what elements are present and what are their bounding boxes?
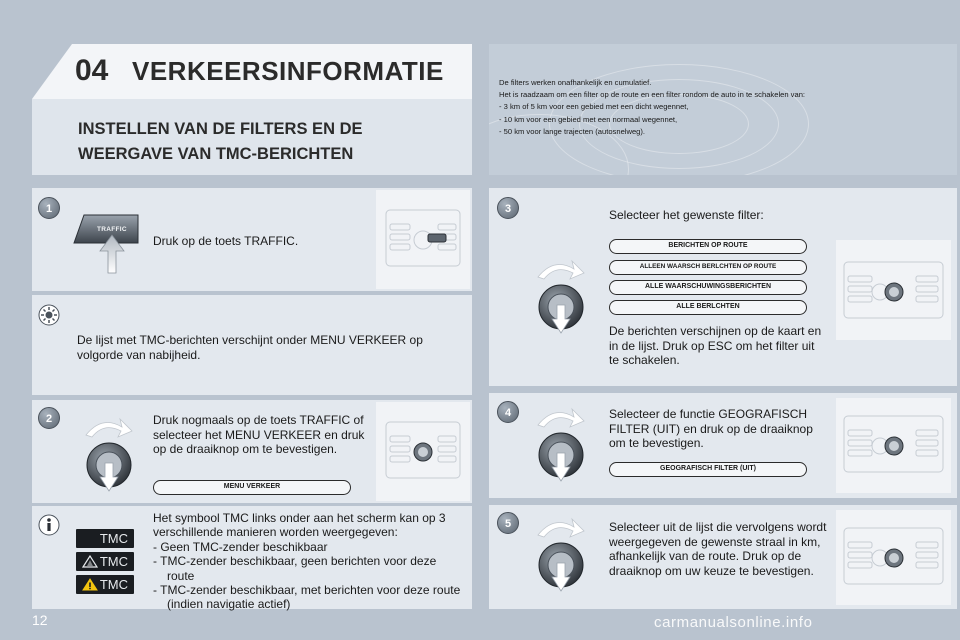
radio-unit-thumbnail (376, 190, 470, 289)
page-number: 12 (32, 612, 48, 628)
radio-unit-thumbnail (836, 240, 951, 340)
tmc-warning-icon (82, 578, 98, 591)
menu-option-geografisch-filter[interactable]: GEOGRAFISCH FILTER (UIT) (609, 462, 807, 477)
tmc-symbol-available: TMC (76, 552, 134, 571)
step-3-heading: Selecteer het gewenste filter: (609, 208, 764, 222)
rotary-knob-icon (530, 255, 592, 337)
radio-unit-thumbnail (376, 402, 470, 501)
sun-icon (38, 304, 60, 326)
menu-option-menu-verkeer[interactable]: MENU VERKEER (153, 480, 351, 495)
step-2-text: Druk nogmaals op de toets TRAFFIC of selecteer het MENU VERKEER en druk op de draaiknop om te bevestigen. (153, 413, 365, 456)
step-5-text: Selecteer uit de lijst die vervolgens wordt weergegeven de gewenste straal in km, afhankelijk van de route. Druk op de draaiknop om uw keuze te bevestigen. (609, 520, 827, 578)
intro-bullet: - 10 km voor een gebied met een normaal wegennet, (499, 114, 678, 124)
filter-option-alleen-waarsch[interactable]: ALLEEN WAARSCH BERLCHTEN OP ROUTE (609, 260, 807, 275)
chapter-number: 04 (75, 54, 109, 87)
intro-bullet: - 3 km of 5 km voor een gebied met een dicht wegennet, (499, 102, 689, 112)
tip-text: De lijst met TMC-berichten verschijnt onder MENU VERKEER op volgorde van nabijheid. (77, 333, 423, 362)
step-number-badge: 5 (497, 512, 519, 534)
tmc-state-item: - Geen TMC-zender beschikbaar (153, 539, 328, 554)
radio-unit-thumbnail (836, 398, 951, 493)
section-title: INSTELLEN VAN DE FILTERS EN DE WEERGAVE VAN TMC-BERICHTEN (78, 120, 363, 163)
rotary-knob-icon (530, 403, 592, 485)
intro-text: De filters werken onafhankelijk en cumulatief. Het is raadzaam om een filter op de route en een filter rondom de auto in te schakelen van: - 3 km of 5 km voor een gebied met een dicht wegennet, - 10 km voor een gebied met een normaal wegennet, - 50 km voor lange trajecten (autosnelweg). (499, 77, 944, 138)
traffic-key-illustration (70, 205, 140, 275)
intro-bullet: - 50 km voor lange trajecten (autosnelweg). (499, 126, 646, 136)
filter-option-alle-waarschuwingsberichten[interactable]: ALLE WAARSCHUWINGSBERICHTEN (609, 280, 807, 295)
info-text: Het symbool TMC links onder aan het scherm kan op 3 verschillende manieren worden weergegeven: - Geen TMC-zender beschikbaar - TMC-zender beschikbaar, geen berichten voor deze route - TMC-zender beschikbaar, met berichten voor deze route (indien navigatie actief) (153, 511, 463, 612)
watermark: carmanualsonline.info (654, 614, 813, 631)
filter-option-alle-berichten[interactable]: ALLE BERLCHTEN (609, 300, 807, 315)
step-number-badge: 1 (38, 197, 60, 219)
info-icon (38, 514, 60, 536)
traffic-key-label: TRAFFIC (97, 226, 127, 233)
step-3-text: De berichten verschijnen op de kaart en in de lijst. Druk op ESC om het filter uit te schakelen. (609, 324, 822, 367)
chapter-title: VERKEERSINFORMATIE (132, 56, 444, 86)
tmc-state-item: - TMC-zender beschikbaar, met berichten voor deze route (indien navigatie actief) (153, 583, 461, 612)
radio-unit-thumbnail (836, 510, 951, 605)
step-number-badge: 2 (38, 407, 60, 429)
step-number-badge: 3 (497, 197, 519, 219)
step-4-text: Selecteer de functie GEOGRAFISCH FILTER (UIT) en druk op de draaiknop om te bevestigen. (609, 407, 813, 450)
rotary-knob-icon (78, 413, 140, 495)
step-number-badge: 4 (497, 401, 519, 423)
filter-option-berichten-op-route[interactable]: BERICHTEN OP ROUTE (609, 239, 807, 254)
tmc-state-item: - TMC-zender beschikbaar, geen berichten voor deze route (153, 554, 437, 583)
tmc-triangle-icon (82, 555, 98, 568)
step-1-text: Druk op de toets TRAFFIC. (153, 234, 299, 248)
rotary-knob-icon (530, 513, 592, 595)
tmc-symbol-messages: TMC (76, 575, 134, 594)
tmc-symbol-none: TMC (76, 529, 134, 548)
